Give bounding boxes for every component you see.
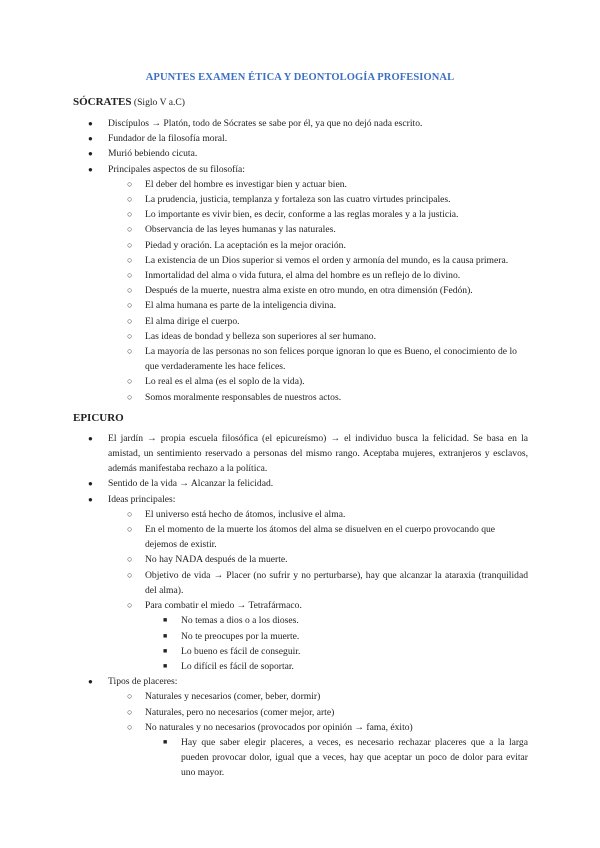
- bullet-icon: ●: [88, 677, 93, 687]
- circle-bullet-icon: ○: [127, 270, 133, 281]
- list-item: ● Murió bebiendo cicuta.: [73, 146, 528, 161]
- list-item: ● Discípulos → Platón, todo de Sócrates se sabe por él, ya que no dejó nada escrito.: [73, 116, 528, 131]
- list-item: ■ No te preocupes por la muerte.: [73, 629, 528, 644]
- list-item: ○ El alma dirige el cuerpo.: [73, 314, 528, 329]
- circle-bullet-icon: ○: [127, 554, 133, 565]
- circle-bullet-icon: ○: [127, 691, 133, 702]
- list-item: ○ En el momento de la muerte los átomos del alma se disuelven en el cuerpo provocando que dejemos de existir.: [127, 524, 496, 551]
- list-item: ○ Somos moralmente responsables de nuestros actos.: [73, 390, 528, 405]
- list-item: ○ Objetivo de vida → Placer (no sufrir y no perturbarse), hay que alcanzar la ataraxia (tranquilidad del alma).: [127, 569, 528, 596]
- list-item: ■ Hay que saber elegir placeres, a veces, es necesario rechazar placeres que a la larga pueden provocar dolor, igual que a veces, hay que aceptar un poco de dolor para evitar uno mayor.: [163, 736, 528, 779]
- square-bullet-icon: ■: [163, 631, 168, 640]
- list-item: ○ Observancia de las leyes humanas y las naturales.: [73, 222, 528, 237]
- bullet-icon: ●: [88, 479, 93, 489]
- list-item: ○ Las ideas de bondad y belleza son superiores al ser humano.: [73, 329, 528, 344]
- epicuro-list: [73, 431, 528, 781]
- list-item: ○ El alma humana es parte de la inteligencia divina.: [73, 298, 528, 313]
- bullet-icon: ●: [88, 149, 93, 159]
- circle-bullet-icon: ○: [127, 391, 133, 402]
- circle-bullet-icon: ○: [127, 300, 133, 311]
- list-item: ○ Naturales, pero no necesarios (comer mejor, arte): [73, 705, 528, 720]
- epicuro-ideas-list: [108, 507, 528, 674]
- list-item: ■ No temas a dios o a los dioses.: [73, 613, 528, 628]
- list-item: ○ Inmortalidad del alma o vida futura, el alma del hombre es un reflejo de lo divino.: [73, 268, 528, 283]
- tipos-note-list: [145, 735, 528, 781]
- list-item: ○ Piedad y oración. La aceptación es la mejor oración.: [73, 238, 528, 253]
- list-item: ● Sentido de la vida → Alcanzar la felicidad.: [73, 476, 528, 491]
- circle-bullet-icon: ○: [127, 209, 133, 220]
- circle-bullet-icon: ○: [127, 254, 133, 265]
- circle-bullet-icon: ○: [127, 376, 133, 387]
- list-item: ○ Después de la muerte, nuestra alma existe en otro mundo, en otra dimensión (Fedón).: [73, 283, 528, 298]
- circle-bullet-icon: ○: [127, 194, 133, 205]
- list-item: ■ Lo difícil es fácil de soportar.: [73, 659, 528, 674]
- circle-bullet-icon: ○: [127, 315, 133, 326]
- circle-bullet-icon: ○: [127, 600, 133, 611]
- list-item: ○ La mayoría de las personas no son felices porque ignoran lo que es Bueno, el conocimiento de lo que verdaderamente les hace felices.: [127, 346, 517, 373]
- list-item: ○ El deber del hombre es investigar bien y actuar bien.: [73, 177, 528, 192]
- list-item: ● El jardín → propia escuela filosófica (el epicureísmo) → el individuo busca la felicidad. Se basa en la amistad, un sentimiento reservado a personas del mismo rango. Aceptaba mujeres, extranjeros y esclavos, además manifestaba rechazo a la política.: [88, 432, 528, 475]
- bullet-icon: ●: [88, 164, 93, 174]
- list-item: ○ Para combatir el miedo → Tetrafármaco. ■ No temas a dios o a los dioses. ■ No te preocupes por la muerte. ■ Lo bueno es fácil de conseguir. ■ Lo difícil es fácil de soportar.: [73, 598, 528, 674]
- list-item: ● Tipos de placeres: ○ Naturales y necesarios (comer, beber, dormir) ○ Naturales, pero no necesarios (comer mejor, arte) ○ No naturales y no necesarios (provocados por opinión → fama, éxito) ■ Hay que saber elegir placeres, a veces, es necesario rechazar placeres que a la larga pueden provocar dolor, igual que a veces, hay que aceptar un poco de dolor para evitar uno mayor.: [73, 674, 528, 780]
- square-bullet-icon: ■: [163, 737, 168, 746]
- list-item: ○ Lo importante es vivir bien, es decir, conforme a las reglas morales y a la justicia.: [73, 207, 528, 222]
- tetrafarmaco-list: [145, 613, 528, 674]
- list-item: ○ El universo está hecho de átomos, inclusive el alma.: [73, 507, 528, 522]
- circle-bullet-icon: ○: [127, 508, 133, 519]
- square-bullet-icon: ■: [163, 661, 168, 670]
- list-item: ○ La prudencia, justicia, templanza y fortaleza son las cuatro virtudes principales.: [73, 192, 528, 207]
- socrates-list: [73, 116, 528, 405]
- bullet-icon: ●: [88, 134, 93, 144]
- circle-bullet-icon: ○: [127, 285, 133, 296]
- section-heading-epicuro: EPICURO: [73, 411, 124, 424]
- circle-bullet-icon: ○: [127, 178, 133, 189]
- socrates-aspects-list: [108, 177, 528, 405]
- list-item: ○ Lo real es el alma (es el soplo de la vida).: [73, 374, 528, 389]
- list-item: ○ Naturales y necesarios (comer, beber, dormir): [73, 689, 528, 704]
- list-item: ● Fundador de la filosofía moral.: [73, 131, 528, 146]
- circle-bullet-icon: ○: [127, 706, 133, 717]
- document-title: APUNTES EXAMEN ÉTICA Y DEONTOLOGÍA PROFESIONAL: [145, 72, 455, 83]
- circle-bullet-icon: ○: [127, 346, 133, 357]
- circle-bullet-icon: ○: [127, 224, 133, 235]
- circle-bullet-icon: ○: [127, 330, 133, 341]
- bullet-icon: ●: [88, 119, 93, 128]
- list-item: ● Ideas principales: ○ El universo está hecho de átomos, inclusive el alma. ○ En el momento de la muerte los átomos del alma se disuelven en el cuerpo provocando que dejemos de existir. ○ No hay NADA después de la muerte. ○ Objetivo de vida → Placer (no sufrir y no perturbarse), hay que alcanzar la ataraxia (tranquilidad del alma). ○ Para combatir el miedo → Tetrafármaco. ■ No temas a dios o a los dioses. ■ No te preocupes por la muerte. ■ Lo bueno es fácil de conseguir. ■ Lo difícil es fácil de soportar.: [73, 492, 528, 674]
- circle-bullet-icon: ○: [127, 569, 133, 580]
- bullet-icon: ●: [88, 433, 93, 443]
- circle-bullet-icon: ○: [127, 239, 133, 250]
- list-item: ○ No hay NADA después de la muerte.: [73, 552, 528, 567]
- tipos-placeres-list: [108, 689, 528, 780]
- list-item: ■ Lo bueno es fácil de conseguir.: [73, 644, 528, 659]
- section-heading-socrates: SÓCRATES (Siglo V a.C): [73, 96, 185, 108]
- document-body: [73, 94, 528, 781]
- list-item: ● Principales aspectos de su filosofía: ○ El deber del hombre es investigar bien y actuar bien. ○ La prudencia, justicia, templanza y fortaleza son las cuatro virtudes principales. ○ Lo importante es vivir bien, es decir, conforme a las reglas morales y a la justicia. ○ Observancia de las leyes humanas y las naturales. ○ Piedad y oración. La aceptación es la mejor oración. ○ La existencia de un Dios superior si vemos el orden y armonía del mundo, es la causa primera. ○ Inmortalidad del alma o vida futura, el alma del hombre es un reflejo de lo divino. ○ Después de la muerte, nuestra alma existe en otro mundo, en otra dimensión (Fedón). ○ El alma humana es parte de la inteligencia divina. ○ El alma dirige el cuerpo. ○ Las ideas de bondad y belleza son superiores al ser humano. ○ La mayoría de las personas no son felices porque ignoran lo que es Bueno, el conocimiento de lo que verdaderamente les hace felices. ○ Lo real es el alma (es el soplo de la vida). ○ Somos moralmente responsables de nuestros actos.: [73, 162, 528, 405]
- list-item: ○ La existencia de un Dios superior si vemos el orden y armonía del mundo, es la causa primera.: [73, 253, 528, 268]
- circle-bullet-icon: ○: [127, 721, 133, 732]
- square-bullet-icon: ■: [163, 616, 168, 625]
- list-item: ○ No naturales y no necesarios (provocados por opinión → fama, éxito) ■ Hay que saber elegir placeres, a veces, es necesario rechazar placeres que a la larga pueden provocar dolor, igual que a veces, hay que aceptar un poco de dolor para evitar uno mayor.: [73, 720, 528, 781]
- square-bullet-icon: ■: [163, 646, 168, 655]
- circle-bullet-icon: ○: [127, 524, 133, 535]
- bullet-icon: ●: [88, 494, 93, 504]
